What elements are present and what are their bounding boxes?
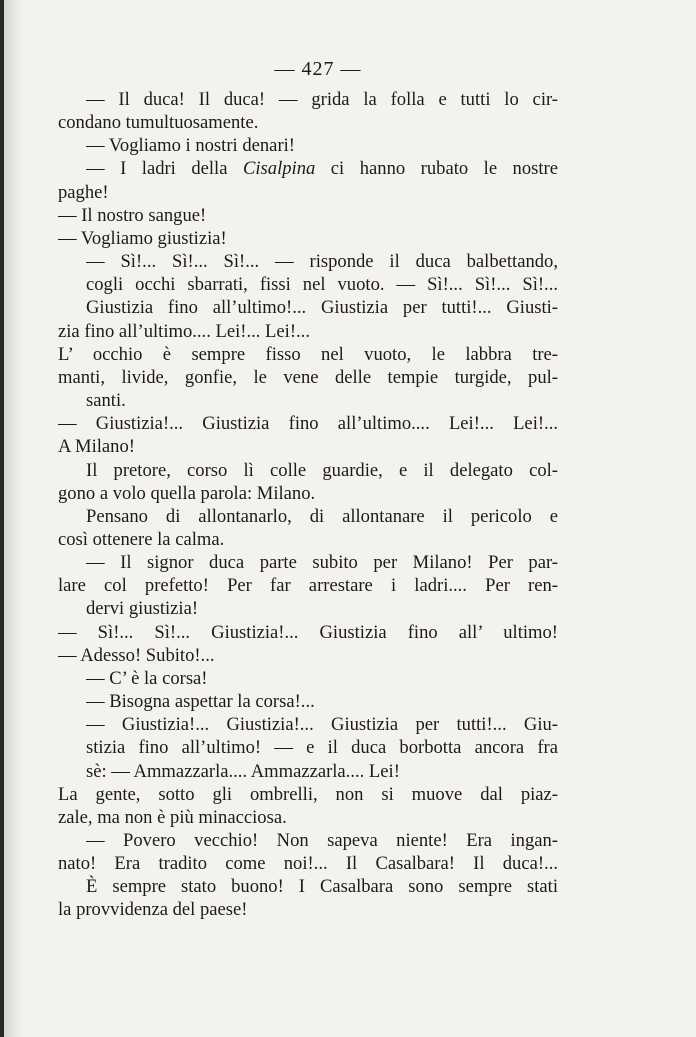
text-line: A Milano! xyxy=(58,436,135,458)
page-body xyxy=(58,88,558,922)
text-fragment: ci hanno rubato le nostre xyxy=(315,158,558,180)
text-line: gono a volo quella parola: Milano. xyxy=(58,482,316,504)
text-line: — Il nostro sangue! xyxy=(58,204,207,226)
text-line: — Bisogna aspettar la corsa!... xyxy=(86,691,315,713)
text-line: Giustizia fino all’ultimo!... Giustizia per tutti!... Giusti- xyxy=(86,297,558,319)
text-line: manti, livide, gonfie, le vene delle tempie turgide, pul- xyxy=(58,366,558,388)
italic-name: Cisalpina xyxy=(242,158,316,180)
text-line: nato! Era tradito come noi!... Il Casalbara! Il duca!... xyxy=(58,853,558,875)
text-line: così ottenere la calma. xyxy=(58,528,225,550)
text-line: La gente, sotto gli ombrelli, non si muove dal piaz- xyxy=(58,783,558,805)
text-line: cogli occhi sbarrati, fissi nel vuoto. — Sì!... Sì!... Sì!... xyxy=(86,274,558,296)
text-line: Il pretore, corso lì colle guardie, e il delegato col- xyxy=(86,459,558,481)
text-line: L’ occhio è sempre fisso nel vuoto, le labbra tre- xyxy=(58,343,558,365)
text-line: — Il duca! Il duca! — grida la folla e tutti lo cir- xyxy=(86,89,558,110)
text-line: sè: — Ammazzarla.... Ammazzarla.... Lei! xyxy=(86,760,400,782)
text-line: È sempre stato buono! I Casalbara sono sempre stati xyxy=(86,876,558,898)
text-line: — Sì!... Sì!... Sì!... — risponde il duca balbettando, xyxy=(86,251,558,273)
text-line: — Sì!... Sì!... Giustizia!... Giustizia fino all’ ultimo! xyxy=(58,621,558,643)
text-line: — Vogliamo i nostri denari! xyxy=(86,135,295,157)
text-line: — Il signor duca parte subito per Milano! Per par- xyxy=(86,552,558,574)
text-line: condano tumultuosamente. xyxy=(58,112,259,134)
text-line: dervi giustizia! xyxy=(86,598,199,620)
text-line: paghe! xyxy=(58,181,109,203)
text-line: — Povero vecchio! Non sapeva niente! Era ingan- xyxy=(86,830,558,851)
text-line: lare col prefetto! Per far arrestare i ladri.... Per ren- xyxy=(58,575,558,597)
page-number: — 427 — xyxy=(274,58,362,80)
text-line: la provvidenza del paese! xyxy=(58,899,248,921)
text-line: zia fino all’ultimo.... Lei!... Lei!... xyxy=(58,320,310,342)
text-line: — Giustizia!... Giustizia fino all’ultimo.... Lei!... Lei!... xyxy=(58,413,558,435)
text-line: — Vogliamo giustizia! xyxy=(58,227,227,249)
text-line: stizia fino all’ultimo! — e il duca borbotta ancora fra xyxy=(86,737,558,759)
text-line: Pensano di allontanarlo, di allontanare il pericolo e xyxy=(86,505,558,527)
text-line-with-italic xyxy=(86,157,558,180)
text-line: — C’ è la corsa! xyxy=(86,667,208,689)
text-line: — Giustizia!... Giustizia!... Giustizia per tutti!... Giu- xyxy=(86,714,558,736)
page-binding-shadow xyxy=(4,0,22,1037)
text-line: — Adesso! Subito!... xyxy=(58,644,215,666)
text-line: santi. xyxy=(86,390,126,412)
text-line: zale, ma non è più minacciosa. xyxy=(58,806,287,828)
text-fragment: — I ladri della xyxy=(86,158,243,180)
